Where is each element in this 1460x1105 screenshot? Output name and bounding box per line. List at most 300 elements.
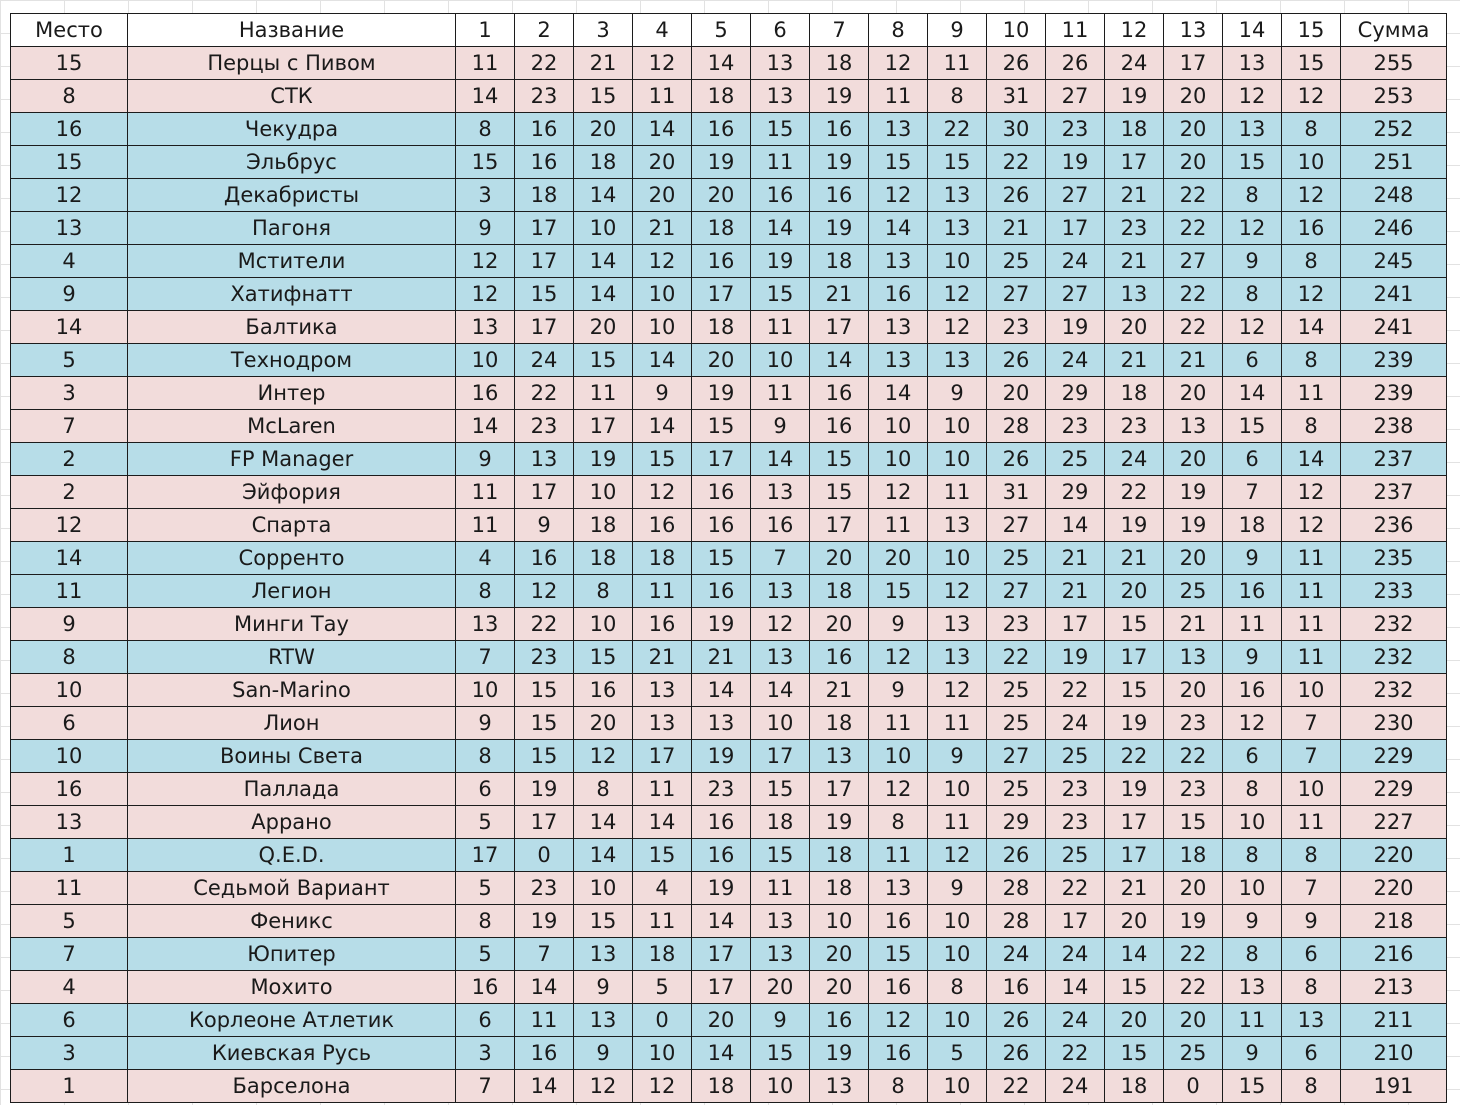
round-score-cell[interactable]: 14 [574, 278, 633, 311]
round-score-cell[interactable]: 6 [1223, 443, 1282, 476]
round-score-cell[interactable]: 10 [574, 476, 633, 509]
round-score-cell[interactable]: 8 [456, 740, 515, 773]
round-score-cell[interactable]: 20 [633, 146, 692, 179]
round-score-cell[interactable]: 9 [1223, 641, 1282, 674]
round-score-cell[interactable]: 22 [1164, 938, 1223, 971]
team-name-cell[interactable]: Спарта [128, 509, 456, 542]
round-score-cell[interactable]: 6 [1282, 1037, 1341, 1070]
round-score-cell[interactable]: 30 [987, 113, 1046, 146]
round-score-cell[interactable]: 15 [515, 278, 574, 311]
round-score-cell[interactable]: 21 [1046, 575, 1105, 608]
round-score-cell[interactable]: 14 [751, 443, 810, 476]
round-score-cell[interactable]: 9 [1223, 245, 1282, 278]
round-score-cell[interactable]: 22 [1046, 1037, 1105, 1070]
place-cell[interactable]: 3 [11, 1037, 128, 1070]
team-name-cell[interactable]: Технодром [128, 344, 456, 377]
header-round-11[interactable]: 11 [1046, 14, 1105, 47]
round-score-cell[interactable]: 19 [1105, 80, 1164, 113]
round-score-cell[interactable]: 16 [869, 1037, 928, 1070]
round-score-cell[interactable]: 18 [810, 575, 869, 608]
place-cell[interactable]: 16 [11, 773, 128, 806]
round-score-cell[interactable]: 15 [869, 575, 928, 608]
round-score-cell[interactable]: 5 [456, 872, 515, 905]
round-score-cell[interactable]: 13 [456, 311, 515, 344]
round-score-cell[interactable]: 0 [633, 1004, 692, 1037]
team-name-cell[interactable]: Мохито [128, 971, 456, 1004]
place-cell[interactable]: 12 [11, 509, 128, 542]
round-score-cell[interactable]: 9 [751, 1004, 810, 1037]
round-score-cell[interactable]: 9 [456, 212, 515, 245]
round-score-cell[interactable]: 14 [574, 839, 633, 872]
round-score-cell[interactable]: 25 [1046, 839, 1105, 872]
round-score-cell[interactable]: 9 [456, 707, 515, 740]
round-score-cell[interactable]: 9 [928, 872, 987, 905]
round-score-cell[interactable]: 23 [515, 872, 574, 905]
round-score-cell[interactable]: 16 [692, 113, 751, 146]
sum-cell[interactable]: 245 [1341, 245, 1447, 278]
round-score-cell[interactable]: 26 [987, 839, 1046, 872]
sum-cell[interactable]: 236 [1341, 509, 1447, 542]
round-score-cell[interactable]: 15 [751, 839, 810, 872]
round-score-cell[interactable]: 17 [515, 806, 574, 839]
round-score-cell[interactable]: 20 [810, 608, 869, 641]
round-score-cell[interactable]: 14 [633, 344, 692, 377]
sum-cell[interactable]: 216 [1341, 938, 1447, 971]
round-score-cell[interactable]: 17 [1164, 47, 1223, 80]
round-score-cell[interactable]: 16 [515, 542, 574, 575]
round-score-cell[interactable]: 15 [692, 410, 751, 443]
round-score-cell[interactable]: 22 [1105, 476, 1164, 509]
team-name-cell[interactable]: Сорренто [128, 542, 456, 575]
round-score-cell[interactable]: 10 [928, 443, 987, 476]
round-score-cell[interactable]: 16 [869, 905, 928, 938]
round-score-cell[interactable]: 16 [869, 971, 928, 1004]
team-name-cell[interactable]: McLaren [128, 410, 456, 443]
round-score-cell[interactable]: 19 [1164, 476, 1223, 509]
round-score-cell[interactable]: 5 [928, 1037, 987, 1070]
team-name-cell[interactable]: Паллада [128, 773, 456, 806]
round-score-cell[interactable]: 15 [692, 542, 751, 575]
round-score-cell[interactable]: 18 [810, 872, 869, 905]
round-score-cell[interactable]: 10 [869, 740, 928, 773]
place-cell[interactable]: 9 [11, 608, 128, 641]
round-score-cell[interactable]: 18 [515, 179, 574, 212]
round-score-cell[interactable]: 21 [692, 641, 751, 674]
round-score-cell[interactable]: 12 [1282, 179, 1341, 212]
round-score-cell[interactable]: 13 [928, 509, 987, 542]
round-score-cell[interactable]: 13 [869, 344, 928, 377]
round-score-cell[interactable]: 15 [574, 641, 633, 674]
round-score-cell[interactable]: 8 [869, 1070, 928, 1103]
header-round-10[interactable]: 10 [987, 14, 1046, 47]
round-score-cell[interactable]: 12 [928, 575, 987, 608]
round-score-cell[interactable]: 29 [987, 806, 1046, 839]
round-score-cell[interactable]: 12 [1282, 278, 1341, 311]
round-score-cell[interactable]: 18 [1105, 113, 1164, 146]
round-score-cell[interactable]: 14 [515, 1070, 574, 1103]
place-cell[interactable]: 1 [11, 1070, 128, 1103]
round-score-cell[interactable]: 25 [987, 674, 1046, 707]
round-score-cell[interactable]: 18 [810, 245, 869, 278]
round-score-cell[interactable]: 10 [633, 311, 692, 344]
header-round-7[interactable]: 7 [810, 14, 869, 47]
round-score-cell[interactable]: 14 [456, 80, 515, 113]
round-score-cell[interactable]: 11 [751, 377, 810, 410]
round-score-cell[interactable]: 20 [692, 179, 751, 212]
round-score-cell[interactable]: 17 [1105, 641, 1164, 674]
round-score-cell[interactable]: 13 [869, 311, 928, 344]
round-score-cell[interactable]: 18 [574, 146, 633, 179]
round-score-cell[interactable]: 19 [1046, 641, 1105, 674]
round-score-cell[interactable]: 13 [751, 575, 810, 608]
round-score-cell[interactable]: 17 [1046, 905, 1105, 938]
round-score-cell[interactable]: 12 [1223, 212, 1282, 245]
sum-cell[interactable]: 227 [1341, 806, 1447, 839]
sum-cell[interactable]: 229 [1341, 773, 1447, 806]
round-score-cell[interactable]: 18 [692, 311, 751, 344]
round-score-cell[interactable]: 20 [1164, 674, 1223, 707]
round-score-cell[interactable]: 10 [1282, 674, 1341, 707]
round-score-cell[interactable]: 18 [633, 938, 692, 971]
round-score-cell[interactable]: 11 [574, 377, 633, 410]
team-name-cell[interactable]: Хатифнатт [128, 278, 456, 311]
team-name-cell[interactable]: FP Manager [128, 443, 456, 476]
round-score-cell[interactable]: 8 [1282, 410, 1341, 443]
round-score-cell[interactable]: 23 [515, 641, 574, 674]
round-score-cell[interactable]: 7 [515, 938, 574, 971]
round-score-cell[interactable]: 25 [1164, 1037, 1223, 1070]
round-score-cell[interactable]: 19 [1105, 509, 1164, 542]
round-score-cell[interactable]: 11 [928, 47, 987, 80]
place-cell[interactable]: 8 [11, 641, 128, 674]
round-score-cell[interactable]: 23 [1046, 113, 1105, 146]
round-score-cell[interactable]: 13 [1282, 1004, 1341, 1037]
round-score-cell[interactable]: 6 [456, 1004, 515, 1037]
round-score-cell[interactable]: 21 [1105, 542, 1164, 575]
round-score-cell[interactable]: 13 [751, 47, 810, 80]
round-score-cell[interactable]: 20 [1164, 872, 1223, 905]
round-score-cell[interactable]: 16 [692, 839, 751, 872]
round-score-cell[interactable]: 9 [456, 443, 515, 476]
round-score-cell[interactable]: 13 [633, 707, 692, 740]
round-score-cell[interactable]: 16 [810, 1004, 869, 1037]
round-score-cell[interactable]: 20 [1105, 1004, 1164, 1037]
header-round-6[interactable]: 6 [751, 14, 810, 47]
round-score-cell[interactable]: 26 [987, 1037, 1046, 1070]
round-score-cell[interactable]: 10 [456, 674, 515, 707]
round-score-cell[interactable]: 10 [928, 938, 987, 971]
round-score-cell[interactable]: 16 [810, 641, 869, 674]
round-score-cell[interactable]: 15 [810, 443, 869, 476]
round-score-cell[interactable]: 14 [1046, 509, 1105, 542]
header-round-5[interactable]: 5 [692, 14, 751, 47]
round-score-cell[interactable]: 23 [1105, 212, 1164, 245]
place-cell[interactable]: 10 [11, 674, 128, 707]
round-score-cell[interactable]: 27 [1046, 80, 1105, 113]
round-score-cell[interactable]: 10 [928, 542, 987, 575]
round-score-cell[interactable]: 10 [751, 707, 810, 740]
round-score-cell[interactable]: 18 [1105, 377, 1164, 410]
round-score-cell[interactable]: 16 [751, 509, 810, 542]
round-score-cell[interactable]: 9 [633, 377, 692, 410]
round-score-cell[interactable]: 24 [515, 344, 574, 377]
round-score-cell[interactable]: 12 [633, 1070, 692, 1103]
round-score-cell[interactable]: 19 [810, 146, 869, 179]
round-score-cell[interactable]: 22 [1164, 278, 1223, 311]
round-score-cell[interactable]: 15 [1223, 410, 1282, 443]
round-score-cell[interactable]: 20 [1105, 905, 1164, 938]
round-score-cell[interactable]: 25 [1164, 575, 1223, 608]
round-score-cell[interactable]: 14 [1282, 311, 1341, 344]
round-score-cell[interactable]: 15 [515, 674, 574, 707]
round-score-cell[interactable]: 31 [987, 476, 1046, 509]
round-score-cell[interactable]: 10 [1223, 872, 1282, 905]
round-score-cell[interactable]: 10 [869, 443, 928, 476]
team-name-cell[interactable]: Эльбрус [128, 146, 456, 179]
round-score-cell[interactable]: 17 [456, 839, 515, 872]
round-score-cell[interactable]: 16 [515, 146, 574, 179]
round-score-cell[interactable]: 10 [1223, 806, 1282, 839]
round-score-cell[interactable]: 17 [810, 509, 869, 542]
round-score-cell[interactable]: 29 [1046, 476, 1105, 509]
round-score-cell[interactable]: 9 [1223, 905, 1282, 938]
place-cell[interactable]: 14 [11, 542, 128, 575]
round-score-cell[interactable]: 17 [515, 212, 574, 245]
round-score-cell[interactable]: 11 [928, 476, 987, 509]
round-score-cell[interactable]: 8 [1282, 113, 1341, 146]
sum-cell[interactable]: 232 [1341, 608, 1447, 641]
header-round-1[interactable]: 1 [456, 14, 515, 47]
header-place[interactable]: Место [11, 14, 128, 47]
round-score-cell[interactable]: 24 [987, 938, 1046, 971]
round-score-cell[interactable]: 20 [810, 938, 869, 971]
round-score-cell[interactable]: 10 [633, 1037, 692, 1070]
place-cell[interactable]: 16 [11, 113, 128, 146]
round-score-cell[interactable]: 14 [810, 344, 869, 377]
round-score-cell[interactable]: 0 [515, 839, 574, 872]
round-score-cell[interactable]: 16 [810, 113, 869, 146]
round-score-cell[interactable]: 14 [1046, 971, 1105, 1004]
round-score-cell[interactable]: 5 [633, 971, 692, 1004]
round-score-cell[interactable]: 9 [574, 971, 633, 1004]
team-name-cell[interactable]: Декабристы [128, 179, 456, 212]
round-score-cell[interactable]: 16 [692, 806, 751, 839]
round-score-cell[interactable]: 22 [928, 113, 987, 146]
place-cell[interactable]: 9 [11, 278, 128, 311]
round-score-cell[interactable]: 13 [692, 707, 751, 740]
sum-cell[interactable]: 220 [1341, 872, 1447, 905]
sum-cell[interactable]: 218 [1341, 905, 1447, 938]
round-score-cell[interactable]: 16 [692, 575, 751, 608]
round-score-cell[interactable]: 17 [692, 443, 751, 476]
place-cell[interactable]: 15 [11, 146, 128, 179]
round-score-cell[interactable]: 15 [574, 80, 633, 113]
round-score-cell[interactable]: 13 [928, 179, 987, 212]
round-score-cell[interactable]: 21 [810, 674, 869, 707]
round-score-cell[interactable]: 14 [751, 212, 810, 245]
round-score-cell[interactable]: 16 [810, 179, 869, 212]
round-score-cell[interactable]: 0 [1164, 1070, 1223, 1103]
round-score-cell[interactable]: 13 [456, 608, 515, 641]
round-score-cell[interactable]: 23 [987, 608, 1046, 641]
round-score-cell[interactable]: 18 [810, 47, 869, 80]
round-score-cell[interactable]: 23 [1164, 773, 1223, 806]
round-score-cell[interactable]: 15 [633, 839, 692, 872]
round-score-cell[interactable]: 24 [1105, 443, 1164, 476]
round-score-cell[interactable]: 20 [869, 542, 928, 575]
round-score-cell[interactable]: 24 [1105, 47, 1164, 80]
round-score-cell[interactable]: 27 [1164, 245, 1223, 278]
round-score-cell[interactable]: 11 [1282, 575, 1341, 608]
round-score-cell[interactable]: 20 [1164, 377, 1223, 410]
round-score-cell[interactable]: 14 [869, 212, 928, 245]
round-score-cell[interactable]: 5 [456, 806, 515, 839]
round-score-cell[interactable]: 16 [810, 377, 869, 410]
round-score-cell[interactable]: 29 [1046, 377, 1105, 410]
round-score-cell[interactable]: 22 [1164, 311, 1223, 344]
round-score-cell[interactable]: 14 [456, 410, 515, 443]
place-cell[interactable]: 11 [11, 575, 128, 608]
team-name-cell[interactable]: Барселона [128, 1070, 456, 1103]
round-score-cell[interactable]: 12 [869, 773, 928, 806]
place-cell[interactable]: 3 [11, 377, 128, 410]
round-score-cell[interactable]: 22 [515, 47, 574, 80]
round-score-cell[interactable]: 21 [1105, 245, 1164, 278]
round-score-cell[interactable]: 19 [810, 1037, 869, 1070]
round-score-cell[interactable]: 11 [633, 575, 692, 608]
place-cell[interactable]: 4 [11, 971, 128, 1004]
round-score-cell[interactable]: 11 [1282, 641, 1341, 674]
sum-cell[interactable]: 248 [1341, 179, 1447, 212]
round-score-cell[interactable]: 10 [574, 608, 633, 641]
round-score-cell[interactable]: 22 [987, 641, 1046, 674]
team-name-cell[interactable]: Феникс [128, 905, 456, 938]
round-score-cell[interactable]: 11 [928, 806, 987, 839]
round-score-cell[interactable]: 22 [1105, 740, 1164, 773]
round-score-cell[interactable]: 20 [574, 707, 633, 740]
round-score-cell[interactable]: 18 [574, 542, 633, 575]
round-score-cell[interactable]: 20 [633, 179, 692, 212]
round-score-cell[interactable]: 12 [574, 1070, 633, 1103]
round-score-cell[interactable]: 11 [869, 839, 928, 872]
round-score-cell[interactable]: 26 [987, 344, 1046, 377]
place-cell[interactable]: 13 [11, 212, 128, 245]
round-score-cell[interactable]: 18 [574, 509, 633, 542]
place-cell[interactable]: 8 [11, 80, 128, 113]
round-score-cell[interactable]: 11 [869, 509, 928, 542]
header-round-14[interactable]: 14 [1223, 14, 1282, 47]
round-score-cell[interactable]: 17 [633, 740, 692, 773]
round-score-cell[interactable]: 8 [1223, 773, 1282, 806]
place-cell[interactable]: 6 [11, 1004, 128, 1037]
round-score-cell[interactable]: 6 [456, 773, 515, 806]
round-score-cell[interactable]: 11 [1282, 377, 1341, 410]
round-score-cell[interactable]: 17 [692, 938, 751, 971]
place-cell[interactable]: 2 [11, 476, 128, 509]
round-score-cell[interactable]: 19 [692, 146, 751, 179]
round-score-cell[interactable]: 26 [987, 47, 1046, 80]
round-score-cell[interactable]: 13 [751, 641, 810, 674]
round-score-cell[interactable]: 12 [633, 476, 692, 509]
round-score-cell[interactable]: 18 [810, 839, 869, 872]
round-score-cell[interactable]: 17 [1105, 839, 1164, 872]
round-score-cell[interactable]: 15 [1105, 971, 1164, 1004]
round-score-cell[interactable]: 15 [1105, 608, 1164, 641]
sum-cell[interactable]: 239 [1341, 344, 1447, 377]
round-score-cell[interactable]: 21 [1164, 608, 1223, 641]
header-round-12[interactable]: 12 [1105, 14, 1164, 47]
header-round-2[interactable]: 2 [515, 14, 574, 47]
round-score-cell[interactable]: 21 [987, 212, 1046, 245]
round-score-cell[interactable]: 19 [692, 608, 751, 641]
round-score-cell[interactable]: 7 [1223, 476, 1282, 509]
round-score-cell[interactable]: 10 [928, 410, 987, 443]
round-score-cell[interactable]: 11 [633, 773, 692, 806]
round-score-cell[interactable]: 4 [633, 872, 692, 905]
round-score-cell[interactable]: 15 [574, 905, 633, 938]
round-score-cell[interactable]: 20 [574, 311, 633, 344]
round-score-cell[interactable]: 5 [456, 938, 515, 971]
round-score-cell[interactable]: 11 [1282, 806, 1341, 839]
round-score-cell[interactable]: 22 [1046, 872, 1105, 905]
round-score-cell[interactable]: 8 [869, 806, 928, 839]
round-score-cell[interactable]: 8 [1223, 938, 1282, 971]
round-score-cell[interactable]: 19 [1046, 311, 1105, 344]
round-score-cell[interactable]: 21 [1105, 872, 1164, 905]
round-score-cell[interactable]: 15 [928, 146, 987, 179]
place-cell[interactable]: 14 [11, 311, 128, 344]
round-score-cell[interactable]: 26 [987, 443, 1046, 476]
round-score-cell[interactable]: 18 [1164, 839, 1223, 872]
place-cell[interactable]: 2 [11, 443, 128, 476]
place-cell[interactable]: 6 [11, 707, 128, 740]
round-score-cell[interactable]: 10 [633, 278, 692, 311]
round-score-cell[interactable]: 22 [987, 1070, 1046, 1103]
round-score-cell[interactable]: 22 [1164, 212, 1223, 245]
round-score-cell[interactable]: 21 [810, 278, 869, 311]
round-score-cell[interactable]: 17 [692, 278, 751, 311]
round-score-cell[interactable]: 15 [751, 773, 810, 806]
round-score-cell[interactable]: 23 [515, 80, 574, 113]
round-score-cell[interactable]: 8 [574, 773, 633, 806]
round-score-cell[interactable]: 21 [633, 641, 692, 674]
round-score-cell[interactable]: 13 [633, 674, 692, 707]
round-score-cell[interactable]: 12 [633, 245, 692, 278]
round-score-cell[interactable]: 27 [1046, 179, 1105, 212]
round-score-cell[interactable]: 8 [1223, 278, 1282, 311]
round-score-cell[interactable]: 16 [869, 278, 928, 311]
team-name-cell[interactable]: Q.E.D. [128, 839, 456, 872]
round-score-cell[interactable]: 18 [1223, 509, 1282, 542]
round-score-cell[interactable]: 9 [1223, 542, 1282, 575]
round-score-cell[interactable]: 20 [1164, 443, 1223, 476]
round-score-cell[interactable]: 15 [751, 1037, 810, 1070]
round-score-cell[interactable]: 11 [515, 1004, 574, 1037]
header-sum[interactable]: Сумма [1341, 14, 1447, 47]
round-score-cell[interactable]: 19 [751, 245, 810, 278]
round-score-cell[interactable]: 17 [692, 971, 751, 1004]
team-name-cell[interactable]: Балтика [128, 311, 456, 344]
round-score-cell[interactable]: 11 [751, 311, 810, 344]
round-score-cell[interactable]: 16 [1282, 212, 1341, 245]
round-score-cell[interactable]: 17 [1046, 212, 1105, 245]
round-score-cell[interactable]: 8 [1282, 1070, 1341, 1103]
round-score-cell[interactable]: 13 [928, 212, 987, 245]
round-score-cell[interactable]: 13 [751, 476, 810, 509]
round-score-cell[interactable]: 25 [987, 542, 1046, 575]
round-score-cell[interactable]: 28 [987, 410, 1046, 443]
round-score-cell[interactable]: 10 [810, 905, 869, 938]
